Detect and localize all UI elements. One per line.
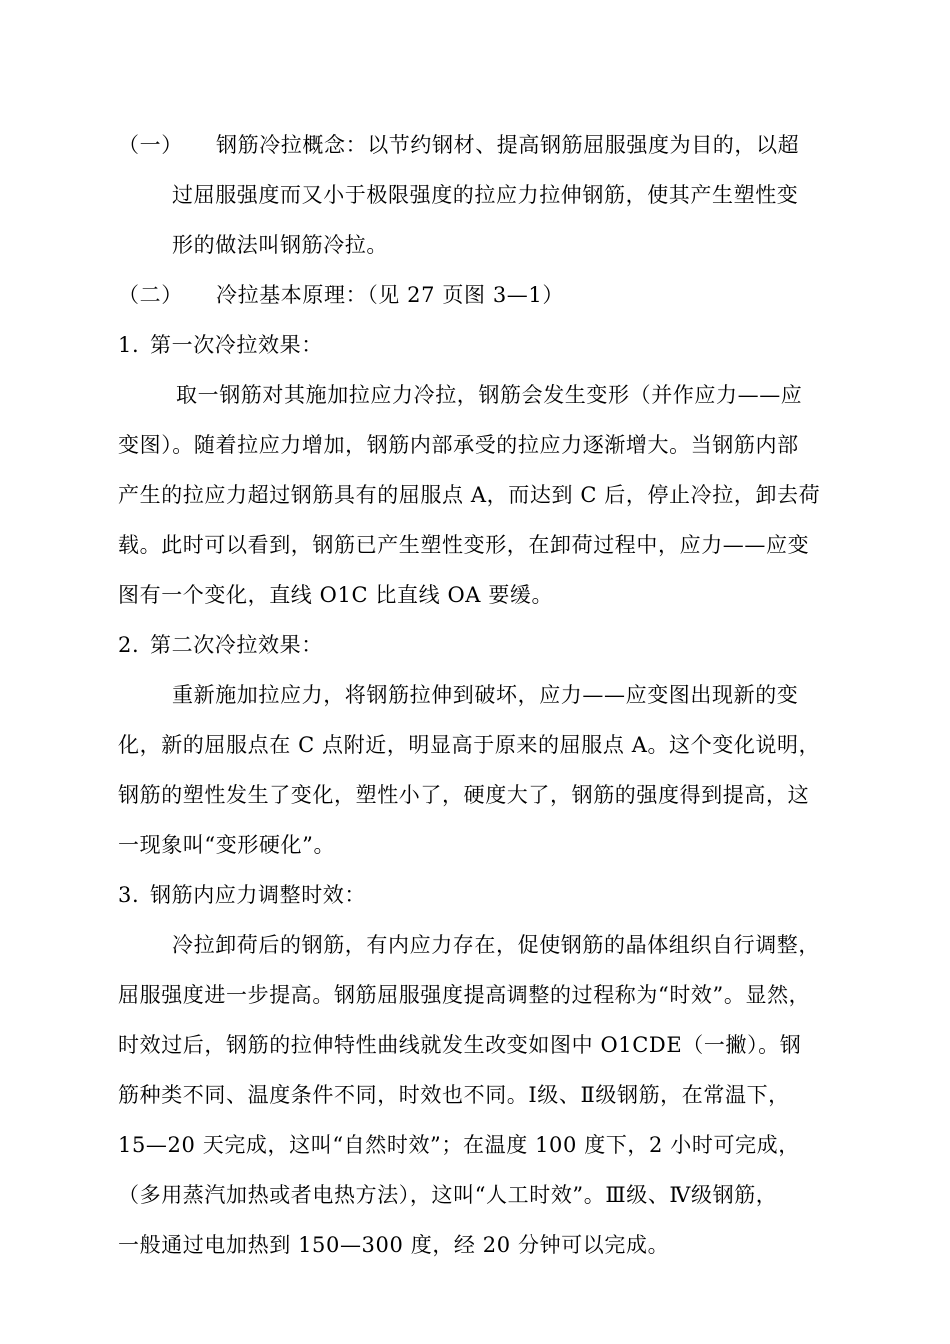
section-text: 冷拉基本原理：（见 27 页图 3—1） [216,283,564,307]
section-text: 钢筋冷拉概念：以节约钢材、提高钢筋屈服强度为目的，以超 [216,133,800,157]
section-1-line-1 [118,130,838,160]
item-3-line-5: 15—20 天完成，这叫“自然时效”；在温度 100 度下，2 小时可完成， [118,1133,800,1157]
item-3-heading [118,880,838,910]
item-heading-text: 第一次冷拉效果： [150,333,323,357]
item-2-line-1: 重新施加拉应力，将钢筋拉伸到破坏，应力——应变图出现新的变 [172,683,799,707]
item-1-line-4: 载。此时可以看到，钢筋已产生塑性变形，在卸荷过程中，应力——应变 [118,533,810,557]
section-label: （二） [118,283,183,307]
item-1-line-5: 图有一个变化，直线 O1C 比直线 OA 要缓。 [118,583,554,607]
section-1-line-2: 过屈服强度而又小于极限强度的拉应力拉伸钢筋，使其产生塑性变 [172,183,799,207]
item-2-line-3: 钢筋的塑性发生了变化，塑性小了，硬度大了，钢筋的强度得到提高，这 [118,783,810,807]
item-1-heading [118,330,838,360]
item-1-line-2: 变图）。随着拉应力增加，钢筋内部承受的拉应力逐渐增大。当钢筋内部 [118,433,799,457]
item-1-line-1: 取一钢筋对其施加拉应力冷拉，钢筋会发生变形（并作应力——应 [176,383,803,407]
item-3-line-1: 冷拉卸荷后的钢筋，有内应力存在，促使钢筋的晶体组织自行调整， [172,933,820,957]
section-2-line-1 [118,280,838,310]
item-heading-text: 钢筋内应力调整时效： [150,883,366,907]
item-3-line-2: 屈服强度进一步提高。钢筋屈服强度提高调整的过程称为“时效”。显然， [118,983,811,1007]
section-1-line-3: 形的做法叫钢筋冷拉。 [172,233,388,257]
item-number: 1. [118,333,140,357]
item-2-line-2: 化，新的屈服点在 C 点附近，明显高于原来的屈服点 A。这个变化说明， [118,733,821,757]
item-3-line-7: 一般通过电加热到 150—300 度，经 20 分钟可以完成。 [118,1233,670,1257]
item-number: 2. [118,633,140,657]
item-heading-text: 第二次冷拉效果： [150,633,323,657]
section-label: （一） [118,133,183,157]
item-3-line-4: 筋种类不同、温度条件不同，时效也不同。Ⅰ级、Ⅱ级钢筋，在常温下， [118,1083,790,1107]
item-2-heading [118,630,838,660]
item-2-line-4: 一现象叫“变形硬化”。 [118,833,336,857]
item-3-line-3: 时效过后，钢筋的拉伸特性曲线就发生改变如图中 O1CDE（一撇）。钢 [118,1033,802,1057]
item-1-line-3: 产生的拉应力超过钢筋具有的屈服点 A，而达到 C 后，停止冷拉，卸去荷 [118,483,821,507]
item-3-line-6: （多用蒸汽加热或者电热方法），这叫“人工时效”。Ⅲ级、Ⅳ级钢筋， [118,1183,778,1207]
item-number: 3. [118,883,140,907]
